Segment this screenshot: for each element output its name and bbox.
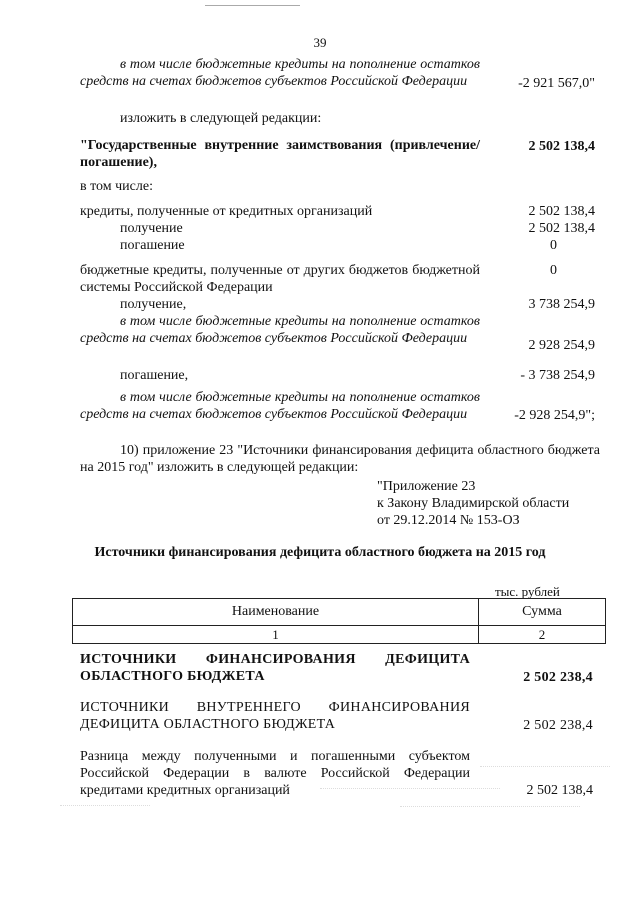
annex-line-3: от 29.12.2014 № 153-ОЗ	[377, 513, 520, 528]
page-number: 39	[313, 35, 327, 50]
table-number-row	[73, 626, 606, 644]
scan-noise	[480, 766, 610, 767]
row-text: получение,	[120, 297, 187, 312]
column-header-sum: Сумма	[479, 599, 606, 626]
row-receipt-1	[80, 220, 605, 237]
row-text: получение	[120, 221, 183, 236]
row-value: - 3 738 254,9	[520, 368, 595, 383]
section-text: ИСТОЧНИКИ ФИНАНСИРОВАНИЯ ДЕФИЦИТА ОБЛАСТНОГО БЮДЖЕТА	[80, 652, 470, 684]
row-text: "Государственные внутренние заимствования (привлечение/погашение),	[80, 138, 480, 170]
row-text: в том числе бюджетные кредиты на пополнение остатков средств на счетах бюджетов субъектов Российской Федерации	[80, 57, 480, 89]
row-budget-credits-replenishment-3	[80, 389, 605, 423]
scan-noise	[400, 806, 580, 807]
row-credit-org-loans	[80, 203, 605, 220]
section-internal-sources	[80, 699, 605, 733]
row-text: в том числе:	[80, 179, 153, 194]
section-value: 2 502 238,4	[523, 718, 593, 733]
annex-line-2: к Закону Владимирской области	[377, 496, 570, 511]
row-redaction-note	[80, 110, 605, 127]
section-credit-difference	[80, 748, 605, 799]
row-text: в том числе бюджетные кредиты на пополнение остатков средств на счетах бюджетов субъектов Российской Федерации	[80, 314, 480, 346]
section-sources-financing	[80, 651, 605, 685]
row-annex-23-instruction	[80, 442, 600, 476]
row-text: погашение	[120, 238, 185, 253]
row-value: 2 928 254,9	[528, 338, 595, 353]
sources-table	[72, 598, 606, 644]
section-value: 2 502 238,4	[523, 670, 593, 685]
row-text: изложить в следующей редакции:	[120, 111, 322, 126]
column-number-1: 1	[73, 626, 479, 644]
row-text: 10) приложение 23 "Источники финансирования дефицита областного бюджета на 2015 год" изложить в следующей редакции:	[80, 443, 600, 475]
top-rule	[205, 5, 300, 6]
row-budget-credits-replenishment-2	[80, 313, 605, 353]
section-text: ИСТОЧНИКИ ВНУТРЕННЕГО ФИНАНСИРОВАНИЯ ДЕФИЦИТА ОБЛАСТНОГО БЮДЖЕТА	[80, 700, 470, 732]
row-text: в том числе бюджетные кредиты на пополнение остатков средств на счетах бюджетов субъектов Российской Федерации	[80, 390, 480, 422]
annex-line-1: "Приложение 23	[377, 479, 476, 494]
section-text: Разница между полученными и погашенными субъектом Российской Федерации в валюте Российской Федерации кредитами кредитных организаций	[80, 749, 470, 798]
section-heading: Источники финансирования дефицита областного бюджета на 2015 год	[94, 545, 546, 560]
row-value: 2 502 138,4	[528, 221, 595, 236]
row-text: бюджетные кредиты, полученные от других бюджетов бюджетной системы Российской Федерации	[80, 263, 480, 295]
row-value: 2 502 138,4	[528, 204, 595, 219]
row-including	[80, 178, 605, 195]
row-text: погашение,	[120, 368, 189, 383]
column-number-2: 2	[479, 626, 606, 644]
row-value: 0	[550, 263, 557, 278]
row-value: -2 921 567,0"	[518, 76, 595, 91]
scan-noise	[320, 788, 500, 789]
row-text: кредиты, полученные от кредитных организаций	[80, 204, 373, 219]
column-header-name: Наименование	[73, 599, 479, 626]
section-value: 2 502 138,4	[526, 783, 593, 798]
row-state-borrowings	[80, 137, 605, 171]
row-budget-credits-other	[80, 262, 605, 296]
row-value: -2 928 254,9";	[514, 408, 595, 423]
units-label: тыс. рублей	[495, 584, 560, 599]
table-header-row	[73, 599, 606, 626]
row-repayment-1	[80, 237, 605, 254]
scan-noise	[60, 805, 150, 806]
row-value: 2 502 138,4	[528, 139, 595, 154]
row-value: 0	[550, 238, 557, 253]
row-value: 3 738 254,9	[528, 297, 595, 312]
row-budget-credits-replenishment-1	[80, 56, 605, 90]
row-repayment-2	[80, 367, 605, 384]
row-receipt-2	[80, 296, 605, 313]
